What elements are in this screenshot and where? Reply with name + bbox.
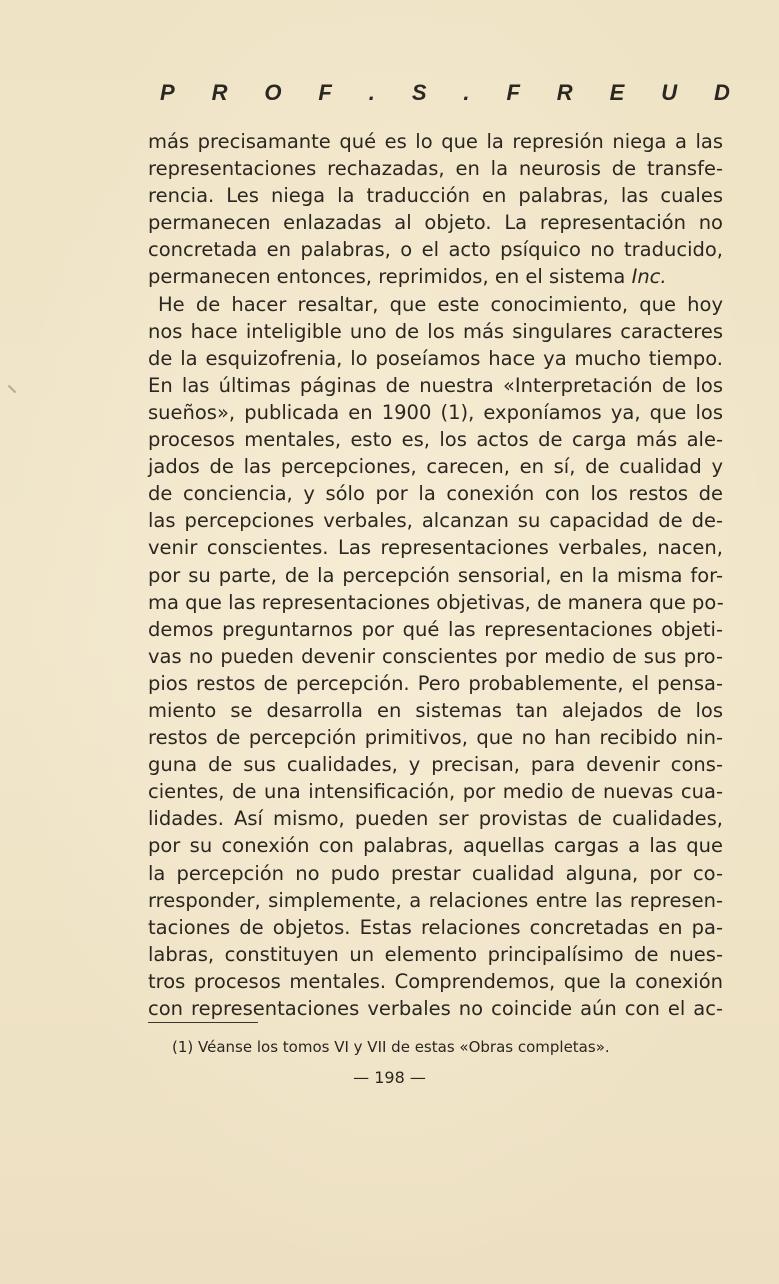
paragraph-first-line: He de hacer resaltar, que este conocimiento, que hoy [158,292,723,316]
text-line: lidades. Así mismo, pueden ser provistas de cualidades, [148,807,723,831]
text-line: labras, constituyen un elemento principalísimo de nues- [148,942,723,966]
running-head-letter: R [211,80,228,105]
text-line: representaciones rechazadas, en la neurosis de transfe- [148,157,723,181]
text-line: rresponder, simplemente, a relaciones entre las represen- [148,888,723,912]
text-line: tros procesos mentales. Comprendemos, que la conexión [148,969,723,993]
text-line: por su parte, de la percepción sensorial, en la misma for- [148,563,723,587]
text-line: venir conscientes. Las representaciones verbales, nacen, [148,536,723,560]
text-line: más precisamante qué es lo que la represión niega a las [148,130,723,153]
running-head-letter: . [368,80,375,105]
text-line: de conciencia, y sólo por la conexión con los restos de [148,482,723,506]
text-line: miento se desarrolla en sistemas tan alejados de los [148,698,723,722]
text-line: procesos mentales, esto es, los actos de carga más ale- [148,428,723,452]
running-head-letter: O [264,80,282,105]
text-line-content: permanecen entonces, reprimidos, en el sistema [148,265,632,289]
text-line: de la esquizofrenia, lo poseíamos hace ya mucho tiempo. [148,346,723,370]
text-line: la percepción no pudo prestar cualidad alguna, por co- [148,861,723,885]
text-line: ma que las representaciones objetivas, de manera que po- [148,590,724,614]
text-line: jados de las percepciones, carecen, en sí, de cualidad y [148,455,723,479]
page-number: — 198 — [353,1068,426,1087]
running-head-letter: E [609,80,625,105]
running-head-letter: U [661,80,678,105]
system-abbreviation: Inc. [631,265,667,289]
text-line: las percepciones verbales, alcanzan su capacidad de de- [148,509,723,533]
running-head-letter: F [506,80,520,105]
text-line: concretada en palabras, o el acto psíquico no traducido, [148,238,723,262]
running-head-letter: P [160,80,175,105]
paper-speck [8,385,16,393]
running-head [160,80,730,106]
footnote-rule [148,1022,258,1023]
running-head-letter: F [318,80,332,105]
running-head-letter: D [713,80,730,105]
text-line: vas no pueden devenir conscientes por medio de sus pro- [148,644,723,668]
running-head-letter: R [556,80,573,105]
text-line [148,263,723,290]
text-line: guna de sus cualidades, y precisan, para devenir cons- [148,753,723,777]
text-line: En las últimas páginas de nuestra «Interpretación de los [148,373,723,397]
text-line: restos de percepción primitivos, que no han recibido nin- [148,726,723,750]
text-line: por su conexión con palabras, aquellas cargas a las que [148,834,723,858]
text-line: nos hace inteligible uno de los más singulares caracteres [148,319,723,343]
footnote: (1) Véanse los tomos VI y VII de estas «Obras completas». [172,1038,610,1056]
body-text [148,128,723,1022]
running-head-letter: . [463,80,470,105]
text-line: cientes, de una intensificación, por medio de nuevas cua- [148,780,723,804]
text-line: con representaciones verbales no coincide aún con el ac- [148,997,723,1020]
text-line: pios restos de percepción. Pero probablemente, el pensa- [148,671,723,695]
text-line: taciones de objetos. Estas relaciones concretadas en pa- [148,915,723,939]
text-line: demos preguntarnos por qué las representaciones objeti- [148,617,723,641]
text-line: permanecen enlazadas al objeto. La representación no [148,211,723,235]
text-line: rencia. Les niega la traducción en palabras, las cuales [148,184,723,208]
text-line: sueños», publicada en 1900 (1), exponíamos ya, que los [148,400,723,424]
running-head-letter: S [411,80,427,105]
